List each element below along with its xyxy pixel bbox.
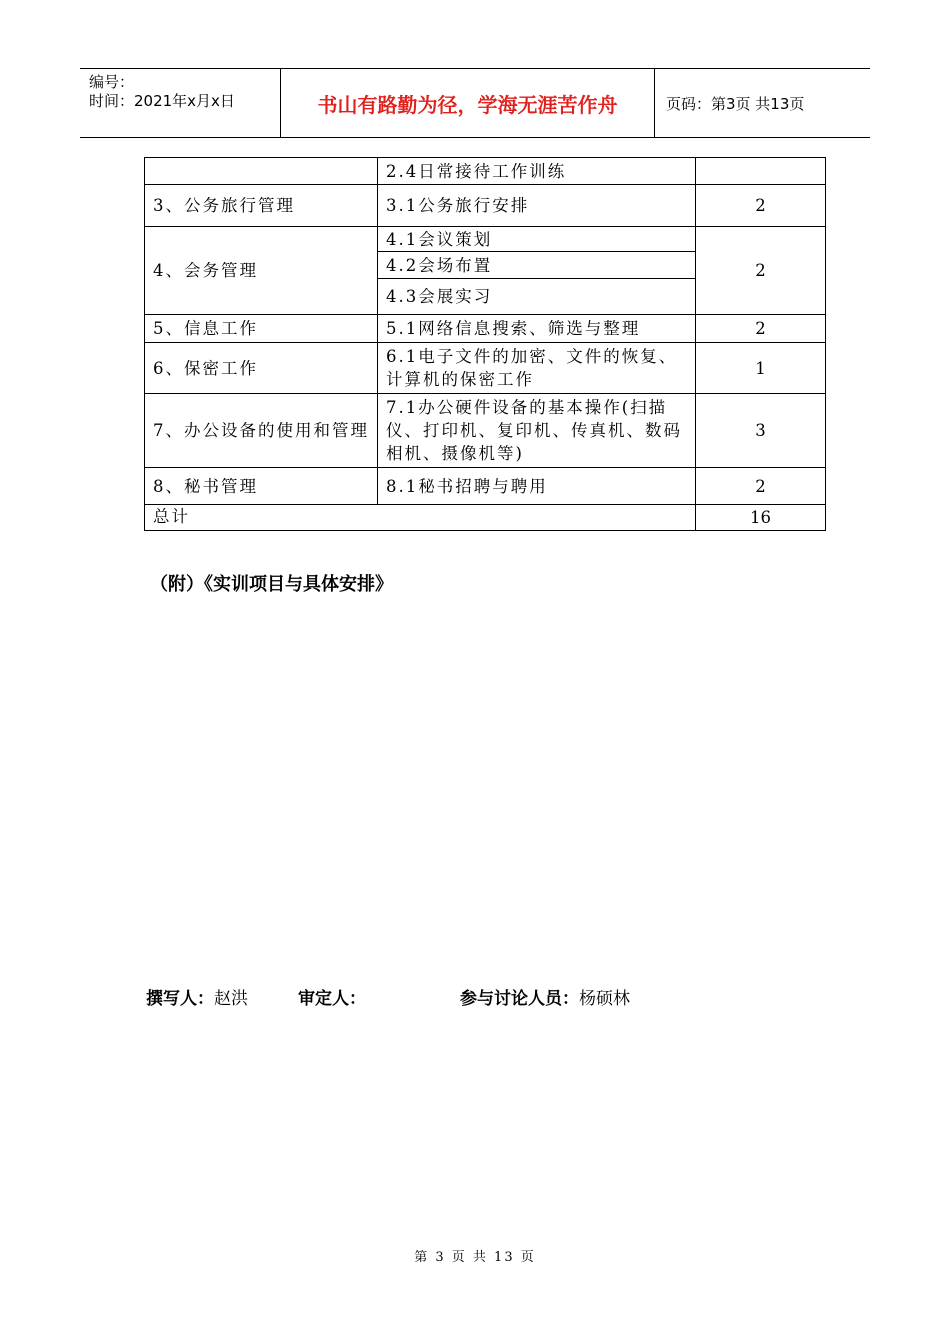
date-label: 时间：2021年x月x日	[89, 92, 235, 110]
content-cell: 4.2会场布置	[378, 252, 696, 279]
item-cell: 8、秘书管理	[145, 468, 378, 505]
total-hours: 16	[696, 505, 826, 531]
writer-label: 撰写人：	[146, 989, 214, 1009]
item-cell: 7、办公设备的使用和管理	[145, 394, 378, 468]
item-cell: 3、公务旅行管理	[145, 185, 378, 227]
table-total-row	[145, 505, 826, 531]
hours-cell	[696, 158, 826, 185]
item-cell	[145, 158, 378, 185]
hours-cell: 2	[696, 227, 826, 315]
training-table	[144, 157, 826, 531]
header-meta	[80, 69, 281, 137]
table-row	[145, 315, 826, 343]
content-cell: 3.1公务旅行安排	[378, 185, 696, 227]
content-cell: 4.1会议策划	[378, 227, 696, 252]
hours-cell: 3	[696, 394, 826, 468]
hours-cell: 2	[696, 185, 826, 227]
content-cell: 7.1办公硬件设备的基本操作(扫描仪、打印机、复印机、传真机、数码相机、摄像机等)	[378, 394, 696, 468]
content-cell: 8.1秘书招聘与聘用	[378, 468, 696, 505]
item-cell: 4、会务管理	[145, 227, 378, 315]
table-row	[145, 394, 826, 468]
hours-cell: 2	[696, 468, 826, 505]
participants-signature	[460, 984, 630, 1009]
item-cell: 6、保密工作	[145, 343, 378, 394]
table-row	[145, 227, 826, 252]
total-label: 总计	[145, 505, 696, 531]
content-cell: 4.3会展实习	[378, 279, 696, 315]
writer-signature	[146, 984, 248, 1009]
table-row	[145, 343, 826, 394]
number-label: 编号：	[89, 73, 135, 91]
page-header	[80, 68, 870, 138]
content-cell: 2.4日常接待工作训练	[378, 158, 696, 185]
content-cell: 5.1网络信息搜索、筛选与整理	[378, 315, 696, 343]
reviewer-signature	[298, 984, 366, 1009]
table-row	[145, 158, 826, 185]
hours-cell: 1	[696, 343, 826, 394]
table-row	[145, 185, 826, 227]
header-page-info: 页码：第3页 共13页	[666, 94, 805, 113]
writer-name: 赵洪	[214, 989, 248, 1009]
appendix-title: （附）《实训项目与具体安排》	[150, 574, 393, 595]
table-row	[145, 468, 826, 505]
hours-cell: 2	[696, 315, 826, 343]
item-cell: 5、信息工作	[145, 315, 378, 343]
participants-names: 杨硕林	[579, 989, 630, 1009]
participants-label: 参与讨论人员：	[460, 989, 579, 1009]
reviewer-label: 审定人：	[298, 989, 366, 1009]
header-motto: 书山有路勤为径，学海无涯苦作舟	[281, 69, 655, 137]
content-cell: 6.1电子文件的加密、文件的恢复、计算机的保密工作	[378, 343, 696, 394]
page-footer: 第 3 页 共 13 页	[414, 1250, 536, 1265]
